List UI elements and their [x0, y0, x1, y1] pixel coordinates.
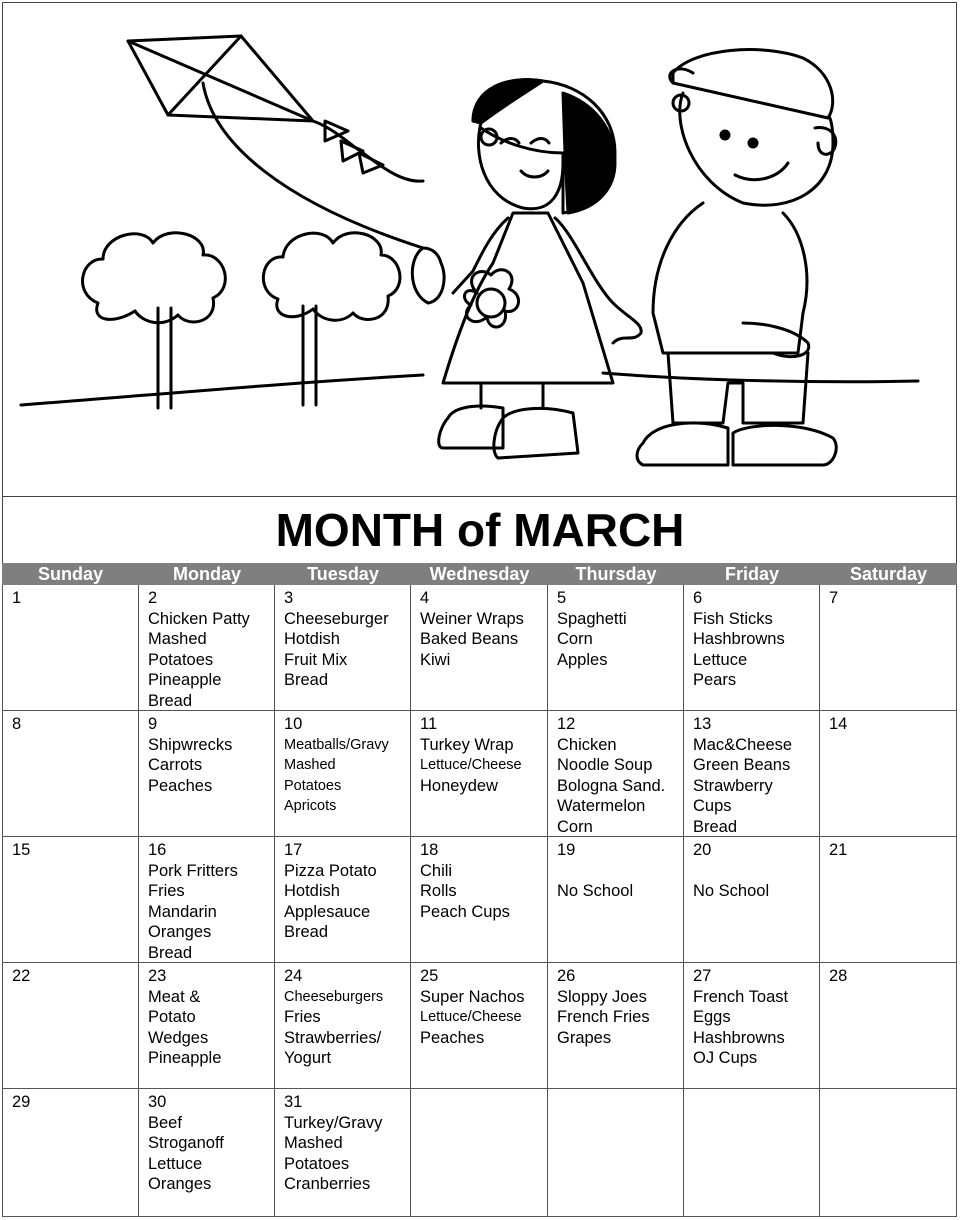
menu-item: Lettuce	[148, 1154, 203, 1173]
calendar-day-cell	[820, 711, 957, 837]
menu-item: Pineapple	[148, 1049, 222, 1067]
menu-item: Noodle Soup	[557, 756, 653, 774]
menu-item: French Toast	[693, 987, 789, 1006]
day-header-tuesday: Tuesday	[275, 563, 411, 585]
day-number: 31	[284, 1093, 303, 1111]
menu-item: Bread	[148, 691, 193, 710]
day-number: 19	[557, 841, 576, 859]
calendar-day-cell	[275, 585, 411, 711]
calendar-day-cell	[548, 963, 684, 1089]
day-number: 12	[557, 715, 576, 733]
day-number: 7	[829, 589, 839, 607]
day-header-sunday: Sunday	[2, 563, 139, 585]
menu-item: Green Beans	[693, 756, 791, 774]
day-number: 13	[693, 715, 712, 733]
day-number: 9	[148, 715, 158, 733]
calendar-day-cell	[2, 837, 139, 963]
calendar-day-cell	[820, 837, 957, 963]
calendar-day-cell	[820, 963, 957, 1089]
calendar-day-cell	[411, 711, 548, 837]
menu-item: Turkey Wrap	[420, 735, 514, 754]
calendar-day-cell	[548, 1089, 684, 1217]
day-number: 4	[420, 589, 430, 607]
menu-item: Bread	[148, 943, 193, 962]
menu-item: Apricots	[284, 798, 337, 814]
calendar-day-cell	[411, 837, 548, 963]
menu-item: Peaches	[148, 776, 213, 795]
menu-item: Bread	[693, 817, 738, 836]
menu-item: Yogurt	[284, 1049, 332, 1067]
menu-item: Peaches	[420, 1028, 485, 1047]
day-number: 18	[420, 841, 439, 859]
menu-item: Pears	[693, 671, 737, 689]
page-title: MONTH of MARCH	[275, 504, 685, 556]
calendar-day-cell	[820, 1089, 957, 1217]
menu-item: Oranges	[148, 1175, 212, 1193]
menu-item: Potato	[148, 1008, 196, 1026]
menu-item: Grapes	[557, 1028, 612, 1047]
coloring-illustration	[3, 3, 956, 496]
menu-item: Shipwrecks	[148, 735, 233, 754]
day-number: 20	[693, 841, 712, 859]
tree-left	[83, 233, 226, 408]
day-number: 21	[829, 841, 848, 859]
day-number	[557, 1092, 683, 1113]
menu-item: Cheeseburger	[284, 609, 389, 628]
menu-item: Strawberries/	[284, 1028, 382, 1047]
day-number: 27	[693, 967, 712, 985]
day-number: 11	[420, 715, 438, 733]
day-number: 15	[12, 841, 31, 859]
menu-item: Pizza Potato	[284, 861, 377, 880]
day-number: 1	[12, 589, 22, 607]
menu-item: Beef	[148, 1113, 182, 1132]
day-number: 26	[557, 967, 576, 985]
ground-line	[21, 373, 918, 405]
menu-item: Strawberry	[693, 776, 773, 795]
menu-item: No School	[557, 882, 634, 900]
day-number: 8	[12, 715, 22, 733]
day-header-friday: Friday	[684, 563, 820, 585]
menu-item: Fries	[148, 882, 185, 900]
menu-item: Applesauce	[284, 902, 371, 921]
day-number: 3	[284, 589, 294, 607]
calendar-day-cell	[2, 585, 139, 711]
menu-item: Fish Sticks	[693, 609, 773, 628]
menu-item: Pineapple	[148, 671, 222, 689]
menu-item: Stroganoff	[148, 1134, 224, 1152]
calendar-day-cell	[411, 585, 548, 711]
day-number: 23	[148, 967, 167, 985]
boy-drawing	[637, 50, 836, 465]
calendar-day-cell	[2, 963, 139, 1089]
menu-item: Kiwi	[420, 650, 451, 669]
menu-item: Fruit Mix	[284, 650, 348, 669]
girl-drawing	[412, 80, 641, 458]
calendar-day-cell	[684, 837, 820, 963]
menu-item: Cheeseburgers	[284, 988, 384, 1005]
menu-item: Cranberries	[284, 1175, 371, 1193]
menu-item: Pork Fritters	[148, 861, 238, 880]
day-header-monday: Monday	[139, 563, 275, 585]
menu-item: Bologna Sand.	[557, 776, 666, 795]
calendar-day-cell	[548, 585, 684, 711]
menu-item: Hotdish	[284, 630, 340, 648]
menu-item: Chicken Patty	[148, 609, 250, 628]
art-divider	[2, 496, 957, 497]
calendar-day-cell	[411, 963, 548, 1089]
day-number	[420, 1092, 547, 1113]
calendar-day-cell	[820, 585, 957, 711]
menu-item: Turkey/Gravy	[284, 1113, 383, 1132]
calendar-day-cell	[548, 711, 684, 837]
menu-item: Hashbrowns	[693, 1028, 785, 1047]
lunch-calendar	[2, 563, 957, 1217]
menu-item: Peach Cups	[420, 902, 510, 921]
menu-item: Fries	[284, 1008, 321, 1026]
calendar-day-cell	[548, 837, 684, 963]
calendar-day-cell	[411, 1089, 548, 1217]
calendar-day-cell	[139, 837, 275, 963]
menu-item: No School	[693, 882, 770, 900]
menu-item: Corn	[557, 817, 593, 836]
menu-item: Mashed	[148, 630, 207, 648]
menu-item: Chicken	[557, 735, 617, 754]
menu-item: Lettuce/Cheese	[420, 757, 522, 773]
menu-item: Honeydew	[420, 776, 498, 795]
day-number: 25	[420, 967, 439, 985]
calendar-day-cell	[684, 711, 820, 837]
menu-item: Mashed	[284, 1134, 343, 1152]
calendar-day-cell	[275, 963, 411, 1089]
menu-item: Apples	[557, 650, 608, 669]
menu-item: Watermelon	[557, 797, 646, 815]
menu-item: Mac&Cheese	[693, 735, 793, 754]
menu-item: Chili	[420, 861, 453, 880]
menu-item: Hotdish	[284, 882, 340, 900]
menu-item: Spaghetti	[557, 609, 627, 628]
day-number: 10	[284, 715, 303, 733]
day-number: 14	[829, 715, 848, 733]
calendar-day-cell	[139, 585, 275, 711]
day-number: 17	[284, 841, 303, 859]
menu-item: Eggs	[693, 1008, 731, 1026]
menu-item: Meatballs/Gravy	[284, 736, 389, 753]
menu-item: Mandarin	[148, 902, 217, 921]
menu-item: OJ Cups	[693, 1049, 758, 1067]
kite-drawing	[128, 36, 423, 248]
calendar-day-cell	[139, 1089, 275, 1217]
day-number: 2	[148, 589, 158, 607]
calendar-day-cell	[2, 1089, 139, 1217]
day-number	[829, 1092, 956, 1113]
calendar-day-cell	[684, 963, 820, 1089]
day-number: 5	[557, 589, 567, 607]
calendar-day-cell	[2, 711, 139, 837]
menu-item: Weiner Wraps	[420, 609, 524, 628]
menu-item: Potatoes	[284, 1154, 350, 1173]
calendar-day-cell	[139, 711, 275, 837]
day-number: 24	[284, 967, 303, 985]
menu-item: Oranges	[148, 923, 212, 941]
day-number: 6	[693, 589, 703, 607]
calendar-day-cell	[684, 585, 820, 711]
menu-item: Bread	[284, 671, 329, 689]
menu-item: Potatoes	[284, 777, 342, 794]
menu-item: Cups	[693, 797, 732, 815]
calendar-day-cell	[275, 837, 411, 963]
menu-item	[693, 861, 819, 882]
menu-item: Super Nachos	[420, 987, 525, 1006]
menu-item: Baked Beans	[420, 630, 519, 648]
day-number: 16	[148, 841, 167, 859]
menu-item: Hashbrowns	[693, 630, 785, 648]
menu-item: Bread	[284, 923, 329, 941]
menu-item: Potatoes	[148, 650, 214, 669]
menu-item: Rolls	[420, 882, 457, 900]
menu-item	[557, 861, 683, 882]
calendar-day-cell	[684, 1089, 820, 1217]
day-header-saturday: Saturday	[820, 563, 957, 585]
day-header-wednesday: Wednesday	[411, 563, 548, 585]
menu-item: Corn	[557, 630, 593, 648]
calendar-day-cell	[275, 711, 411, 837]
menu-item: French Fries	[557, 1008, 650, 1026]
menu-item: Meat &	[148, 987, 201, 1006]
day-number: 30	[148, 1093, 167, 1111]
menu-item: Wedges	[148, 1028, 209, 1047]
day-number: 29	[12, 1093, 31, 1111]
day-number: 22	[12, 967, 31, 985]
day-header-thursday: Thursday	[548, 563, 684, 585]
menu-item: Sloppy Joes	[557, 987, 647, 1006]
menu-item: Lettuce	[693, 650, 748, 669]
menu-item: Mashed	[284, 757, 336, 773]
day-number: 28	[829, 967, 848, 985]
day-number	[693, 1092, 819, 1113]
menu-item: Lettuce/Cheese	[420, 1009, 522, 1025]
calendar-day-cell	[139, 963, 275, 1089]
menu-item: Carrots	[148, 756, 203, 774]
calendar-day-cell	[275, 1089, 411, 1217]
